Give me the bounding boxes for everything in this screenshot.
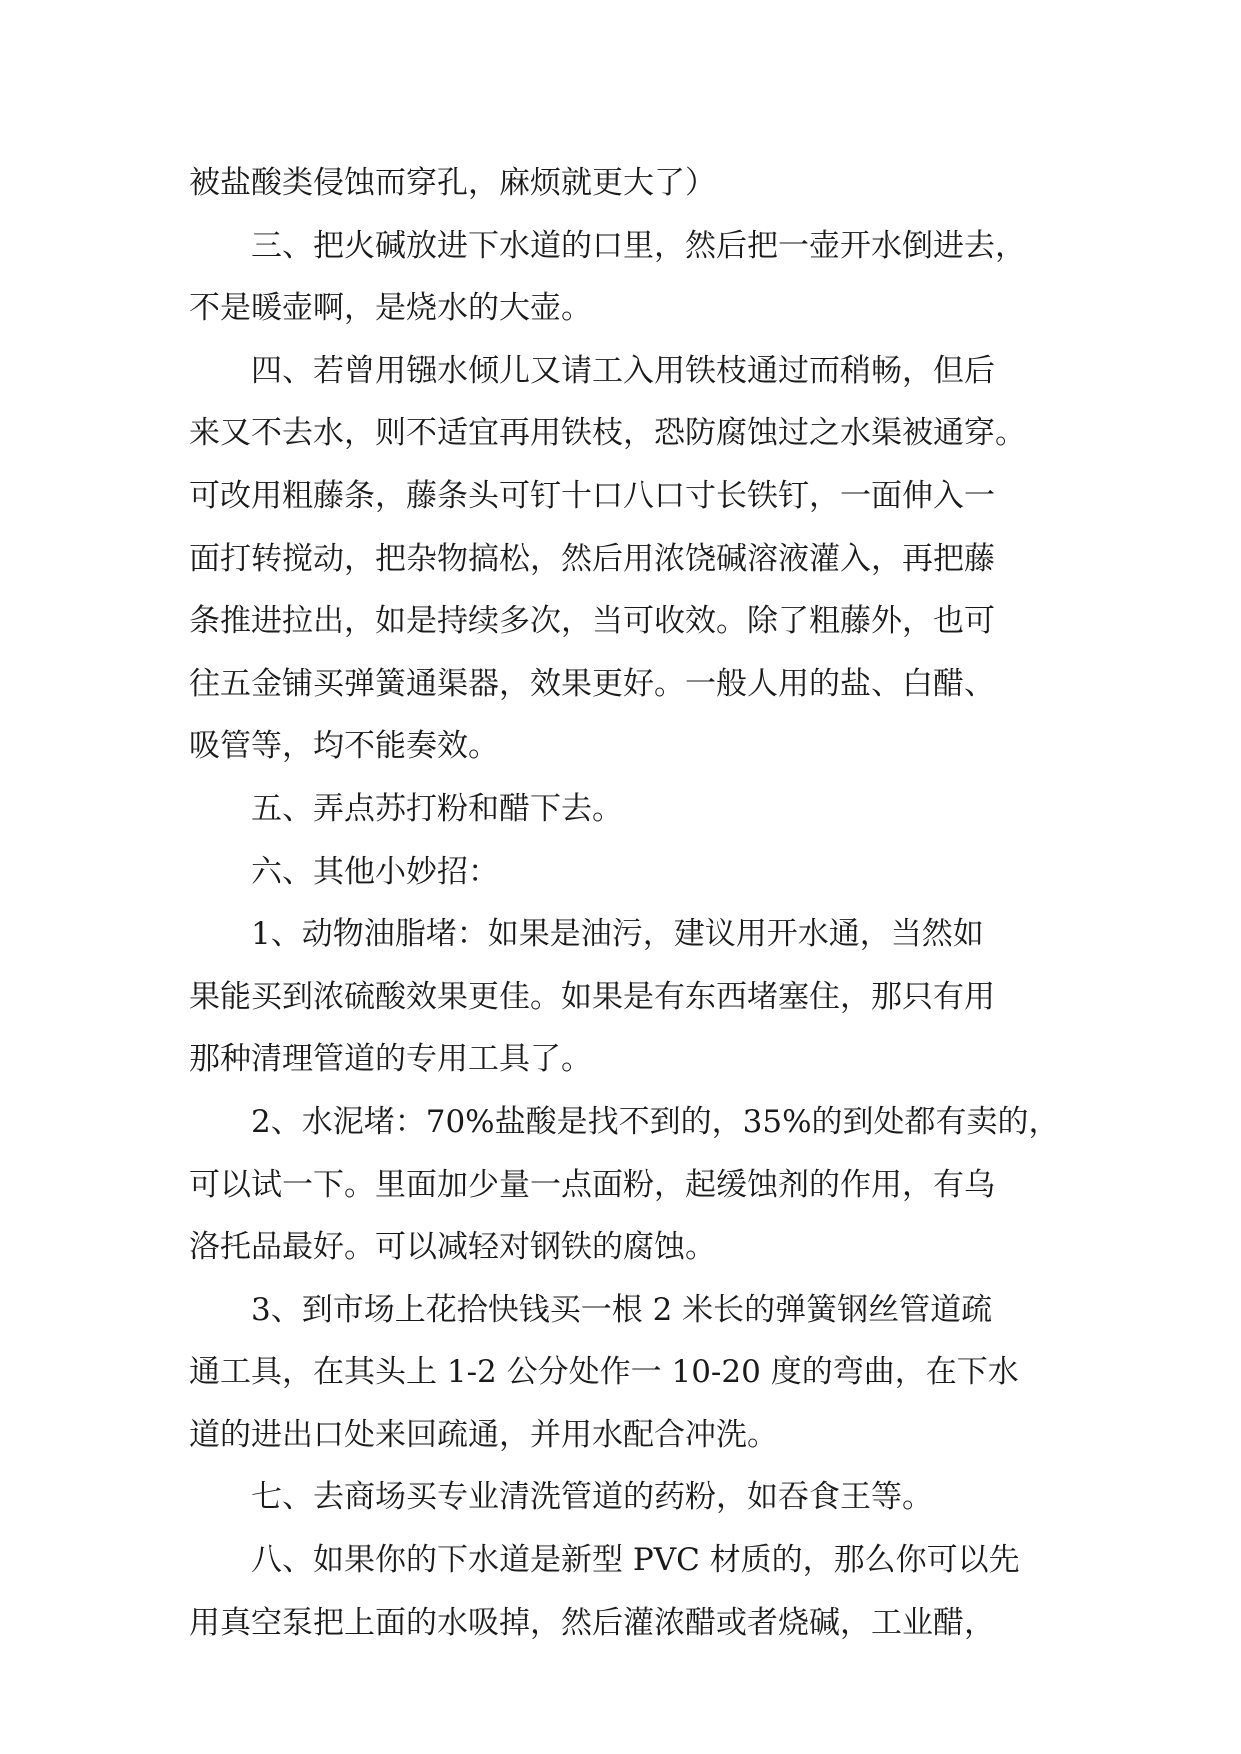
paragraph-seven: 七、去商场买专业清洗管道的药粉，如吞食王等。 (251, 1479, 933, 1516)
paragraph-six: 六、其他小妙招： (251, 853, 499, 890)
text-line: 吸管等，均不能奏效。 (189, 728, 499, 765)
text-line: 被盐酸类侵蚀而穿孔，麻烦就更大了） (189, 165, 716, 201)
text-line: 果能买到浓硫酸效果更佳。如果是有东西堵塞住，那只有用 (189, 978, 995, 1015)
text-line: 可改用粗藤条，藤条头可钉十口八口寸长铁钉，一面伸入一 (189, 477, 995, 514)
tip-two-start: 2、水泥堵：70%盐酸是找不到的，35%的到处都有卖的， (251, 1103, 1060, 1140)
text-line: 不是暖壶啊，是烧水的大壶。 (189, 290, 592, 327)
text-line: 面打转搅动，把杂物搞松，然后用浓饶碱溶液灌入，再把藤 (189, 540, 995, 577)
text-line: 来又不去水，则不适宜再用铁枝，恐防腐蚀过之水渠被通穿。 (189, 415, 1026, 452)
text-line: 条推进拉出，如是持续多次，当可收效。除了粗藤外，也可 (189, 603, 995, 640)
paragraph-eight-start: 八、如果你的下水道是新型 PVC 材质的，那么你可以先 (251, 1542, 1020, 1579)
tip-three-start: 3、到市场上花拾快钱买一根 2 米长的弹簧钢丝管道疏 (251, 1291, 993, 1328)
document-body (189, 152, 1069, 1654)
text-line: 通工具，在其头上 1-2 公分处作一 10-20 度的弯曲，在下水 (189, 1354, 1019, 1391)
tip-one-start: 1、动物油脂堵：如果是油污，建议用开水通，当然如 (251, 916, 984, 953)
text-line: 洛托品最好。可以减轻对钢铁的腐蚀。 (189, 1229, 716, 1266)
paragraph-five: 五、弄点苏打粉和醋下去。 (251, 790, 623, 827)
text-line: 往五金铺买弹簧通渠器，效果更好。一般人用的盐、白醋、 (189, 665, 995, 702)
text-line: 那种清理管道的专用工具了。 (189, 1041, 592, 1078)
paragraph-three-start: 三、把火碱放进下水道的口里，然后把一壶开水倒进去， (251, 227, 1026, 264)
paragraph-four-start: 四、若曾用镪水倾儿又请工入用铁枝通过而稍畅，但后 (251, 352, 995, 389)
text-line: 道的进出口处来回疏通，并用水配合冲洗。 (189, 1416, 778, 1453)
text-line: 用真空泵把上面的水吸掉，然后灌浓醋或者烧碱，工业醋， (189, 1604, 995, 1641)
text-line: 可以试一下。里面加少量一点面粉，起缓蚀剂的作用，有乌 (189, 1166, 995, 1203)
